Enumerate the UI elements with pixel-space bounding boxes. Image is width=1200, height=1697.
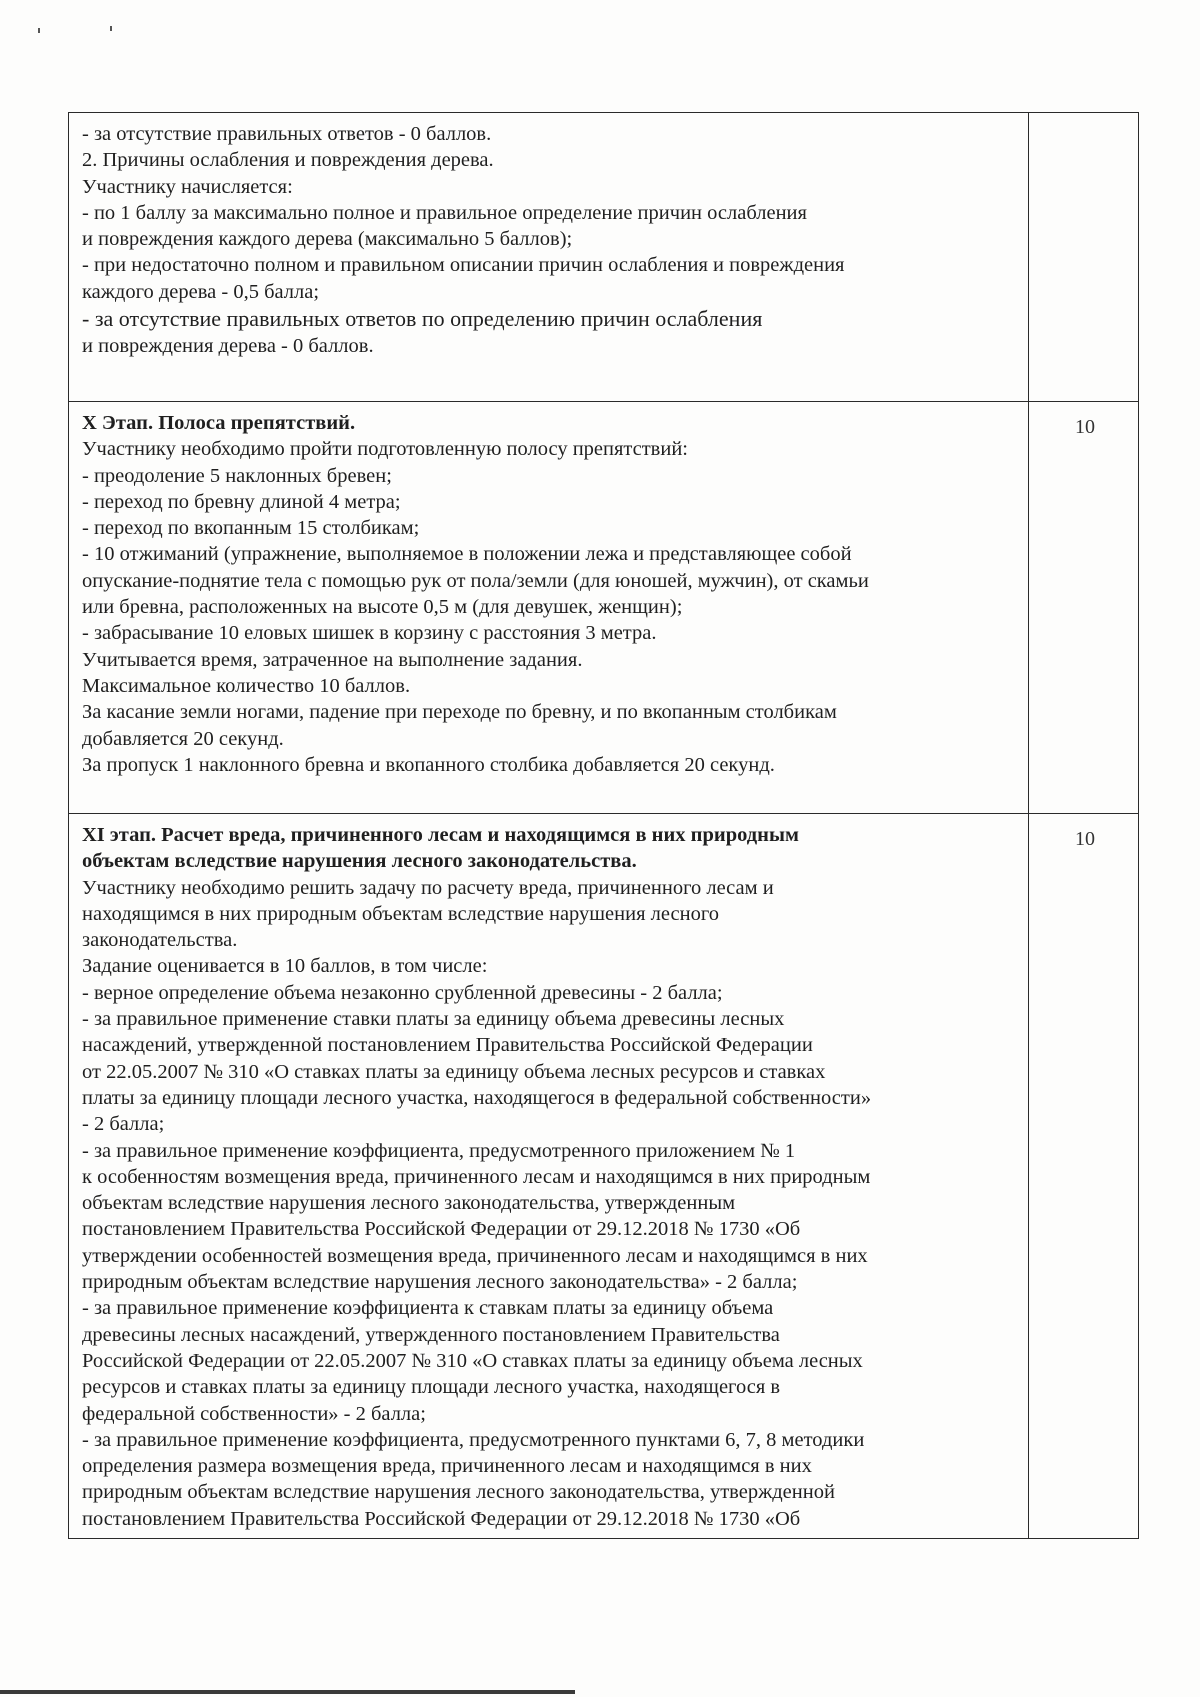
text-line: федеральной собственности» - 2 балла;: [82, 1402, 426, 1425]
criteria-cell: [69, 814, 1029, 1539]
text-line: - переход по бревну длиной 4 метра;: [82, 490, 401, 513]
text-line: За пропуск 1 наклонного бревна и вкопанного столбика добавляется 20 секунд.: [82, 753, 775, 776]
score-cell: 10: [1029, 814, 1139, 1539]
text-line: ресурсов и ставках платы за единицу площади лесного участка, находящегося в: [82, 1376, 781, 1399]
text-line: природным объектам вследствие нарушения лесного законодательства, утвержденной: [82, 1481, 835, 1504]
text-line: - верное определение объема незаконно срубленной древесины - 2 балла;: [82, 981, 723, 1004]
text-line: каждого дерева - 0,5 балла;: [82, 280, 320, 303]
text-line: - при недостаточно полном и правильном описании причин ослабления и повреждения: [82, 254, 845, 277]
table-row: [69, 402, 1139, 814]
text-line: законодательства.: [82, 929, 238, 952]
text-line: природным объектам вследствие нарушения лесного законодательства» - 2 балла;: [82, 1271, 798, 1294]
scoring-table-body: [69, 113, 1139, 1539]
text-line: - за отсутствие правильных ответов по определению причин ослабления: [82, 306, 763, 332]
text-line: и повреждения дерева - 0 баллов.: [82, 335, 374, 358]
text-line: Участнику необходимо решить задачу по расчету вреда, причиненного лесам и: [82, 876, 774, 899]
scan-speck: [38, 28, 40, 33]
text-line: Максимальное количество 10 баллов.: [82, 674, 411, 697]
text-line: Участнику начисляется:: [82, 175, 293, 198]
criteria-cell: [69, 113, 1029, 402]
text-line: - переход по вкопанным 15 столбикам;: [82, 517, 420, 540]
text-line: находящимся в них природным объектам вследствие нарушения лесного: [82, 902, 719, 925]
text-line: 2. Причины ослабления и повреждения дерева.: [82, 149, 494, 172]
text-line: - преодоление 5 наклонных бревен;: [82, 464, 392, 487]
table-row: [69, 113, 1139, 402]
text-line: За касание земли ногами, падение при переходе по бревну, и по вкопанным столбикам: [82, 701, 837, 724]
text-line: - за правильное применение коэффициента к ставкам платы за единицу объема: [82, 1297, 774, 1320]
text-line: или бревна, расположенных на высоте 0,5 м (для девушек, женщин);: [82, 596, 683, 619]
text-line: к особенностям возмещения вреда, причиненного лесам и находящимся в них природным: [82, 1165, 871, 1188]
score-cell: [1029, 113, 1139, 402]
text-line: платы за единицу площади лесного участка, находящегося в федеральной собственности»: [82, 1086, 872, 1109]
text-line: и повреждения каждого дерева (максимально 5 баллов);: [82, 228, 573, 251]
text-line: - за правильное применение коэффициента, предусмотренного пунктами 6, 7, 8 методики: [82, 1428, 865, 1451]
text-line: древесины лесных насаждений, утвержденного постановлением Правительства: [82, 1323, 780, 1346]
text-line: опускание-поднятие тела с помощью рук от пола/земли (для юношей, мужчин), от скамьи: [82, 569, 869, 592]
section-heading-line: XI этап. Расчет вреда, причиненного лесам и находящимся в них природным: [82, 824, 799, 846]
text-line: - по 1 баллу за максимально полное и правильное определение причин ослабления: [82, 201, 807, 224]
score-cell: 10: [1029, 402, 1139, 814]
text-line: - за правильное применение ставки платы за единицу объема древесины лесных: [82, 1008, 785, 1031]
section-heading-line: объектам вследствие нарушения лесного законодательства.: [82, 850, 637, 873]
text-line: утверждении особенностей возмещения вреда, причиненного лесам и находящимся в них: [82, 1244, 868, 1267]
text-line: Задание оценивается в 10 баллов, в том числе:: [82, 955, 488, 978]
text-line: - 2 балла;: [82, 1113, 165, 1136]
text-line: - за отсутствие правильных ответов - 0 баллов.: [82, 123, 492, 145]
text-line: определения размера возмещения вреда, причиненного лесам и находящимся в них: [82, 1455, 812, 1478]
text-line: добавляется 20 секунд.: [82, 727, 284, 750]
scoring-table: [68, 112, 1139, 1539]
text-line: постановлением Правительства Российской Федерации от 29.12.2018 № 1730 «Об: [82, 1507, 801, 1530]
text-line: объектам вследствие нарушения лесного законодательства, утвержденным: [82, 1192, 736, 1215]
text-line: постановлением Правительства Российской Федерации от 29.12.2018 № 1730 «Об: [82, 1218, 801, 1241]
text-line: от 22.05.2007 № 310 «О ставках платы за единицу объема лесных ресурсов и ставках: [82, 1060, 826, 1083]
scan-bottom-edge: [0, 1690, 575, 1694]
text-line: - забрасывание 10 еловых шишек в корзину с расстояния 3 метра.: [82, 622, 657, 645]
text-line: насаждений, утвержденной постановлением Правительства Российской Федерации: [82, 1034, 813, 1057]
text-line: Учитывается время, затраченное на выполнение задания.: [82, 648, 583, 671]
criteria-cell: [69, 402, 1029, 814]
scan-speck: [110, 26, 112, 31]
text-line: Участнику необходимо пройти подготовленную полосу препятствий:: [82, 438, 689, 461]
section-heading-line: X Этап. Полоса препятствий.: [82, 412, 356, 434]
text-line: Российской Федерации от 22.05.2007 № 310 «О ставках платы за единицу объема лесных: [82, 1349, 863, 1372]
text-line: - 10 отжиманий (упражнение, выполняемое в положении лежа и представляющее собой: [82, 543, 852, 566]
text-line: - за правильное применение коэффициента, предусмотренного приложением № 1: [82, 1139, 796, 1162]
table-row: [69, 814, 1139, 1539]
